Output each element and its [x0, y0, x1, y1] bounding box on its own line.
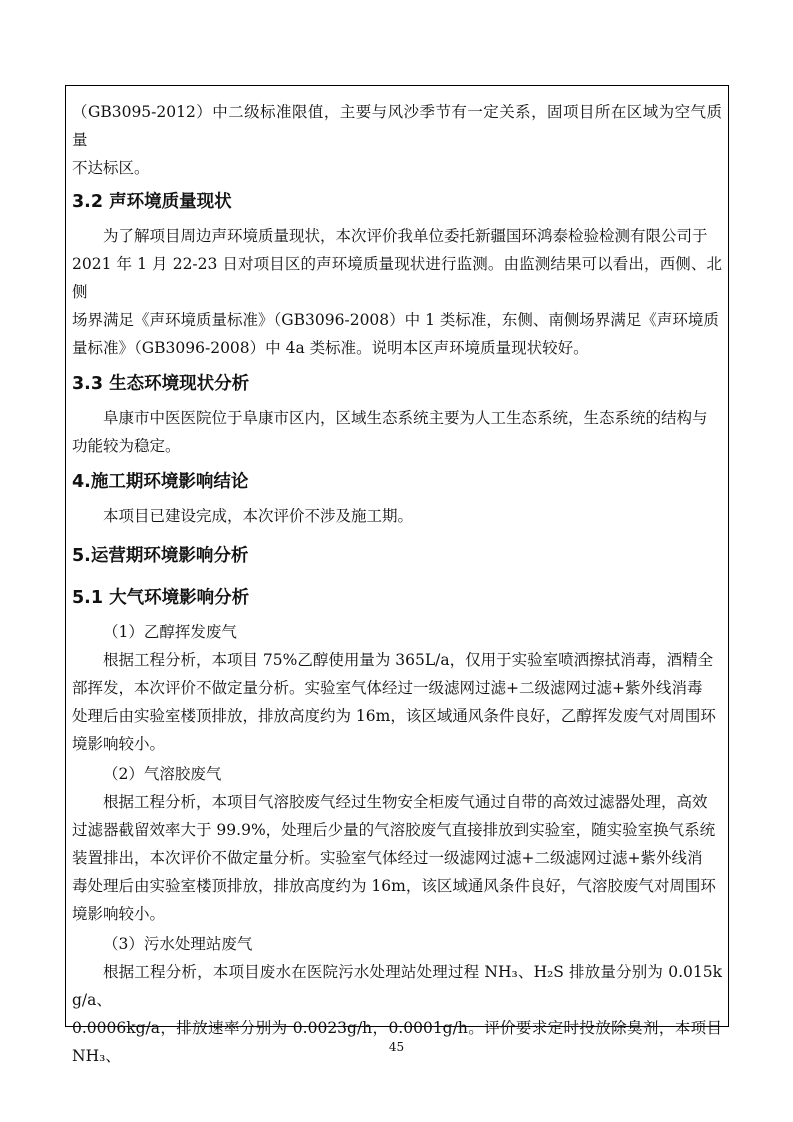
text-line: 0.0006kg/a，排放速率分别为 0.0023g/h，0.0001g/h。评价要求定时投放除臭剂，本项目 NH₃、 [72, 1019, 722, 1065]
item-2-paragraph [72, 788, 722, 928]
text-line: 装置排出，本次评价不做定量分析。实验室气体经过一级滤网过滤+二级滤网过滤+紫外线消 [72, 849, 703, 867]
text-line: 阜康市中医医院位于阜康市区内，区域生态系统主要为人工生态系统，生态系统的结构与 [103, 409, 708, 427]
text-line: 量标准》（GB3096-2008）中 4a 类标准。说明本区声环境质量现状较好。 [72, 339, 589, 357]
text-line: 功能较为稳定。 [72, 437, 181, 455]
item-title-aerosol: （2）气溶胶废气 [103, 765, 222, 783]
section-heading-3-2: 3.2 声环境质量现状 [72, 192, 232, 212]
text-line: 毒处理后由实验室楼顶排放，排放高度约为 16m，该区域通风条件良好，气溶胶废气对周围环 [72, 877, 716, 895]
text-line: 场界满足《声环境质量标准》（GB3096-2008）中 1 类标准，东侧、南侧场界满足《声环境质 [72, 311, 719, 329]
text-line: 不达标区。 [72, 159, 150, 177]
section-heading-4: 4.施工期环境影响结论 [72, 472, 249, 492]
text-line: 本项目已建设完成，本次评价不涉及施工期。 [103, 507, 414, 525]
text-line: （GB3095-2012）中二级标准限值，主要与风沙季节有一定关系，固项目所在区域为空气质量 [72, 103, 722, 149]
text-line: 过滤器截留效率大于 99.9%，处理后少量的气溶胶废气直接排放到实验室，随实验室换气系统 [72, 821, 716, 839]
item-title-ethanol: （1）乙醇挥发废气 [103, 623, 237, 641]
page-number: 45 [388, 1040, 405, 1054]
intro-paragraph [72, 98, 722, 182]
text-line: 境影响较小。 [72, 905, 166, 923]
text-line: 处理后由实验室楼顶排放，排放高度约为 16m，该区域通风条件良好，乙醇挥发废气对周围环 [72, 707, 716, 725]
section-3-2-paragraph [72, 222, 722, 362]
text-line: 根据工程分析，本项目 75%乙醇使用量为 365L/a，仅用于实验室喷洒擦拭消毒，酒精全 [103, 651, 714, 669]
section-heading-5-1: 5.1 大气环境影响分析 [72, 588, 250, 608]
section-3-3-paragraph [72, 404, 722, 460]
item-title-wastewater: （3）污水处理站废气 [103, 935, 253, 953]
item-1-paragraph [72, 646, 722, 758]
section-4-paragraph [72, 502, 722, 530]
text-line: 根据工程分析，本项目废水在医院污水处理站处理过程 NH₃、H₂S 排放量分别为 0.015kg/a、 [72, 963, 722, 1009]
text-line: 境影响较小。 [72, 735, 166, 753]
text-line: 2021 年 1 月 22-23 日对项目区的声环境质量现状进行监测。由监测结果可以看出，西侧、北侧 [72, 255, 722, 301]
text-line: 部挥发，本次评价不做定量分析。实验室气体经过一级滤网过滤+二级滤网过滤+紫外线消毒 [72, 679, 703, 697]
section-heading-3-3: 3.3 生态环境现状分析 [72, 374, 250, 394]
text-line: 为了解项目周边声环境质量现状，本次评价我单位委托新疆国环鸿泰检验检测有限公司于 [103, 227, 708, 245]
text-line: 根据工程分析，本项目气溶胶废气经过生物安全柜废气通过自带的高效过滤器处理，高效 [103, 793, 708, 811]
document-body [72, 98, 722, 1072]
section-heading-5: 5.运营期环境影响分析 [72, 546, 249, 566]
